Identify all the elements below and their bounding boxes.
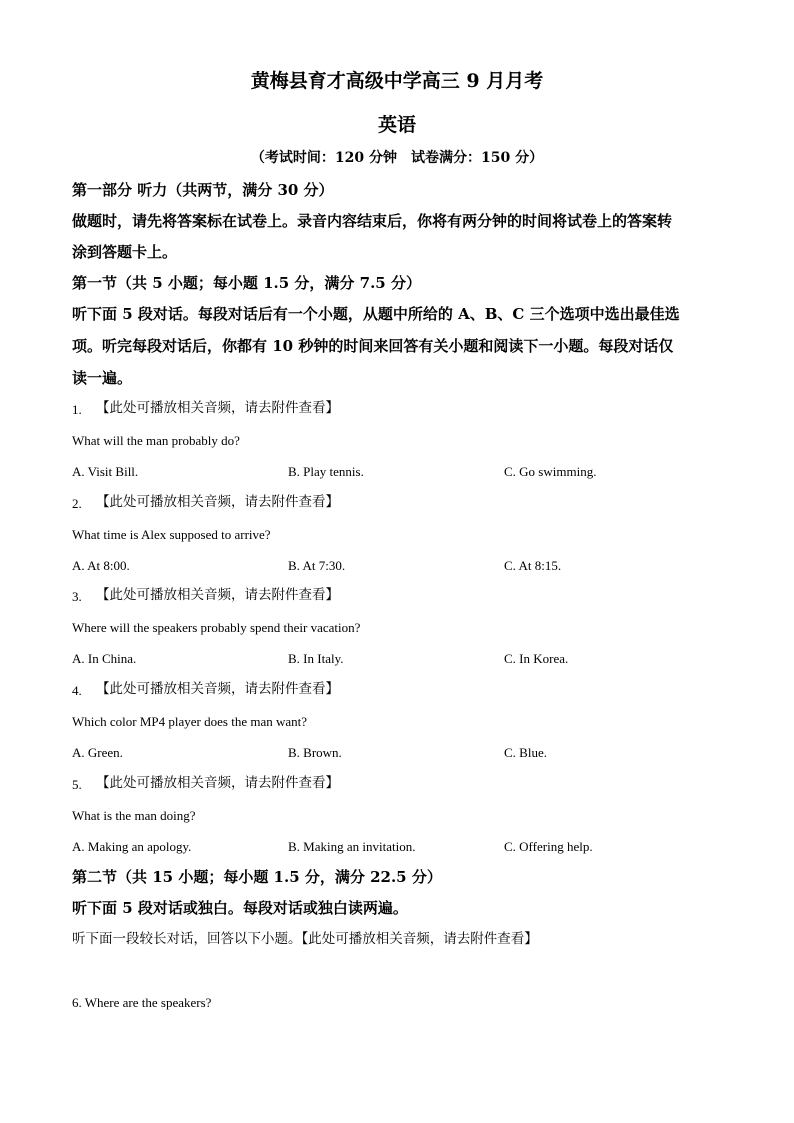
option-b: B. At 7:30. [288, 558, 346, 573]
section1-heading: 第一节（共 5 小题；每小题 1.5 分，满分 7.5 分） [72, 274, 421, 292]
section1-instruction-line1: 听下面 5 段对话。每段对话后有一个小题，从题中所给的 A、B、C 三个选项中选出最佳选 [72, 305, 680, 323]
question-number: 2. [72, 496, 82, 511]
option-c: C. Go swimming. [504, 464, 597, 479]
option-c: C. Blue. [504, 745, 547, 760]
audio-note: 【此处可播放相关音频，请去附件查看】 [96, 400, 339, 416]
option-a: A. At 8:00. [72, 558, 130, 573]
option-c: C. In Korea. [504, 651, 569, 666]
option-a: A. Making an apology. [72, 839, 192, 854]
part1-instruction-line1: 做题时，请先将答案标在试卷上。录音内容结束后，你将有两分钟的时间将试卷上的答案转 [72, 212, 673, 230]
option-a: A. Visit Bill. [72, 464, 139, 479]
audio-note: 【此处可播放相关音频，请去附件查看】 [96, 681, 339, 697]
option-b: B. In Italy. [288, 651, 344, 666]
question-6-text: 6. Where are the speakers? [72, 995, 212, 1010]
section2-instruction: 听下面 5 段对话或独白。每段对话或独白读两遍。 [72, 899, 408, 917]
question-text: What is the man doing? [72, 808, 196, 823]
option-b: B. Play tennis. [288, 464, 364, 479]
question-text: What will the man probably do? [72, 433, 240, 448]
section2-sub-instruction: 听下面一段较长对话，回答以下小题。【此处可播放相关音频，请去附件查看】 [72, 931, 538, 947]
question-number: 5. [72, 777, 82, 792]
question-text: What time is Alex supposed to arrive? [72, 527, 271, 542]
audio-note: 【此处可播放相关音频，请去附件查看】 [96, 775, 339, 791]
question-text: Where will the speakers probably spend their vacation? [72, 620, 361, 635]
section2-heading: 第二节（共 15 小题；每小题 1.5 分，满分 22.5 分） [72, 868, 442, 886]
option-b: B. Brown. [288, 745, 342, 760]
school-title: 黄梅县育才高级中学高三 9 月月考 [250, 70, 544, 92]
audio-note: 【此处可播放相关音频，请去附件查看】 [96, 494, 339, 510]
option-c: C. At 8:15. [504, 558, 562, 573]
option-c: C. Offering help. [504, 839, 593, 854]
question-number: 3. [72, 589, 82, 604]
option-a: A. Green. [72, 745, 123, 760]
section1-instruction-line3: 读一遍。 [72, 369, 133, 387]
question-text: Which color MP4 player does the man want? [72, 714, 308, 729]
audio-note: 【此处可播放相关音频，请去附件查看】 [96, 587, 339, 603]
exam-info: （考试时间：120 分钟 试卷满分：150 分） [250, 150, 544, 166]
option-b: B. Making an invitation. [288, 839, 416, 854]
subject-title: 英语 [377, 114, 416, 136]
part1-heading: 第一部分 听力（共两节，满分 30 分） [72, 181, 334, 199]
section1-instruction-line2: 项。听完每段对话后，你都有 10 秒钟的时间来回答有关小题和阅读下一小题。每段对话仅 [72, 337, 674, 355]
part1-instruction-line2: 涂到答题卡上。 [72, 243, 178, 261]
question-number: 4. [72, 683, 82, 698]
question-number: 1. [72, 402, 82, 417]
option-a: A. In China. [72, 651, 137, 666]
